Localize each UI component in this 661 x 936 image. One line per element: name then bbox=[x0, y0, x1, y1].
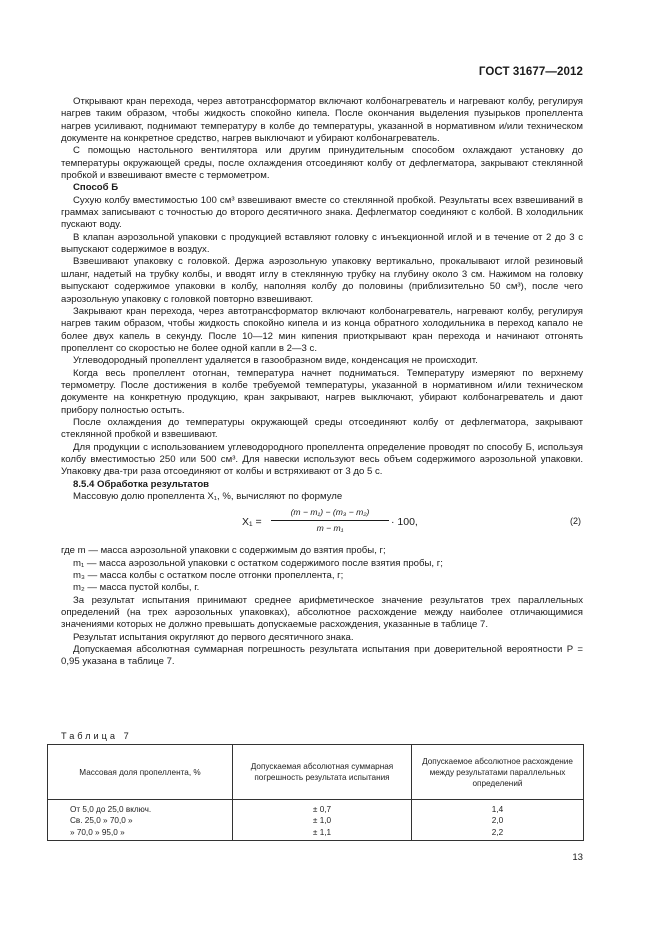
table-header-cell: Допускаемое абсолютное расхождение между результатами параллельных определений bbox=[412, 745, 584, 800]
table-cell-discrepancy bbox=[412, 800, 584, 841]
paragraph: Углеводородный пропеллент удаляется в газообразном виде, конденсация не происходит. bbox=[73, 355, 478, 367]
error-line: ± 1,0 bbox=[312, 816, 332, 826]
formula-2 bbox=[61, 505, 583, 541]
formula-intro: Массовую долю пропеллента X₁, %, вычисляют по формуле bbox=[73, 491, 343, 502]
table-row bbox=[48, 800, 584, 841]
table-7 bbox=[47, 744, 584, 841]
discrepancy-line: 2,0 bbox=[491, 816, 504, 826]
error-line: ± 1,1 bbox=[312, 827, 332, 837]
paragraph: Открывают кран перехода, через автотрансформатор включают колбонагреватель и нагревают колбу, регулируя нагрев таким образом, чтобы жидкость спокойно кипела. После окончания выделения пузырьков пропеллента нагрев усиливают, поднимают температуру в колбе до температуры, указанной в нормативном и/или техническом документе на конкретное средство, нагрев выключают и убирают колбонагреватель. bbox=[61, 96, 583, 145]
discrepancy-line: 2,2 bbox=[491, 827, 504, 837]
error-line: ± 0,7 bbox=[312, 805, 332, 814]
range-line: От 5,0 до 25,0 включ. bbox=[70, 805, 152, 814]
definition-item: m₃ — масса колбы с остатком после отгонки пропеллента, г; bbox=[73, 570, 344, 582]
paragraph: В клапан аэрозольной упаковки с продукцией вставляют головку с инъекционной иглой и в течение от 2 до 3 с выпускают содержимое в воздух. bbox=[61, 231, 583, 256]
section-854-heading: 8.5.4 Обработка результатов bbox=[73, 478, 210, 490]
formula-fraction bbox=[271, 506, 389, 534]
table-cell-range bbox=[48, 800, 233, 841]
paragraph: За результат испытания принимают среднее арифметическое значение результатов трех параллельных определений (на трех аэрозольных упаковках), абсолютное расхождение между наиболее отличающимися значениями которых не должно превышать допускаемые расхождения, указанные в таблице 7. bbox=[61, 594, 583, 631]
range-line: Св. 25,0 » 70,0 » bbox=[70, 816, 133, 826]
document-id-header: ГОСТ 31677—2012 bbox=[478, 66, 583, 78]
table-header-cell: Массовая доля пропеллента, % bbox=[48, 745, 233, 800]
formula-number: (2) bbox=[570, 516, 581, 527]
definition-item: где m — масса аэрозольной упаковки с содержимым до взятия пробы, г; bbox=[61, 545, 386, 557]
document-body bbox=[61, 96, 583, 669]
paragraph: Для продукции с использованием углеводородного пропеллента определение проводят по способу Б, используя колбу вместимостью 250 или 500 см³. Для навески используют весь объем содержимого аэрозольной упаковки. Упаковку два-три раза отсоединяют от колбы и встряхивают от 3 до 5 с. bbox=[61, 441, 583, 478]
table-caption: Таблица 7 bbox=[61, 731, 132, 741]
paragraph: Допускаемая абсолютная суммарная погрешность результата испытания при доверительной вероятности P = 0,95 указана в таблице 7. bbox=[61, 644, 583, 668]
paragraph: Когда весь пропеллент отогнан, температура начнет подниматься. Температуру измеряют по верхнему термометру. После достижения в колбе требуемой температуры, указанной в нормативном и/или техническом документе на конкретную продукцию, кран закрывают, нагрев выключают, убирают колбонагреватель и дают прибору полностью остыть. bbox=[61, 367, 583, 416]
table-cell-error bbox=[233, 800, 412, 841]
range-line: » 70,0 » 95,0 » bbox=[70, 827, 125, 837]
paragraph: Закрывают кран перехода, через автотрансформатор включают колбонагреватель, нагревают колбу, регулируя нагрев таким образом, чтобы жидкость спокойно кипела и из конца обратного холодильника в переход капало не более двух капель в секунду. После 10—12 мин кипения приоткрывают кран перехода и начинают отгонять пропеллент со скоростью не более одной капли в 2—3 с. bbox=[61, 305, 583, 354]
formula-numerator: (m − m₁) − (m₃ − m₂) bbox=[271, 506, 389, 520]
formula-definitions bbox=[61, 545, 583, 594]
paragraph: Сухую колбу вместимостью 100 см³ взвешивают вместе со стеклянной пробкой. Результаты всех взвешиваний в граммах записывают с точностью до второго десятичного знака. Дефлегматор соединяют с колбой. В холодильник пускают воду. bbox=[61, 194, 583, 231]
formula-tail: · 100, bbox=[391, 516, 418, 529]
formula-lhs: X₁ = bbox=[242, 516, 262, 529]
page-number: 13 bbox=[572, 852, 583, 863]
formula-denominator: m − m₁ bbox=[316, 522, 344, 533]
definition-item: m₁ — масса аэрозольной упаковки с остатком содержимого после взятия пробы, г; bbox=[73, 557, 443, 569]
paragraph: Результат испытания округляют до первого десятичного знака. bbox=[73, 631, 354, 643]
paragraph: С помощью настольного вентилятора или другим принудительным способом охлаждают установку до температуры окружающей среды, после охлаждения отсоединяют колбу от дефлегматора, закрывают стеклянной пробкой и взвешивают вместе с термометром. bbox=[61, 145, 583, 182]
method-b-heading: Способ Б bbox=[73, 182, 119, 194]
definition-item: m₂ — масса пустой колбы, г. bbox=[73, 582, 200, 594]
table-header-row bbox=[48, 745, 584, 800]
table-header-cell: Допускаемая абсолютная суммарная погрешность результата испытания bbox=[233, 745, 412, 800]
paragraph: После охлаждения до температуры окружающей среды отсоединяют колбу от дефлегматора, закрывают стеклянной пробкой и взвешивают. bbox=[61, 416, 583, 441]
paragraph: Взвешивают упаковку с головкой. Держа аэрозольную упаковку вертикально, прокалывают иглой резиновый шланг, надетый на трубку колбы, и вводят иглу в стеклянную трубку на глубину около 3 см. Нажимом на головку выпускают содержимое упаковки в колбу, наполняя колбу до половины (приблизительно 50 см³), после чего аэрозольную упаковку с головкой повторно взвешивают. bbox=[61, 256, 583, 305]
discrepancy-line: 1,4 bbox=[491, 805, 504, 814]
